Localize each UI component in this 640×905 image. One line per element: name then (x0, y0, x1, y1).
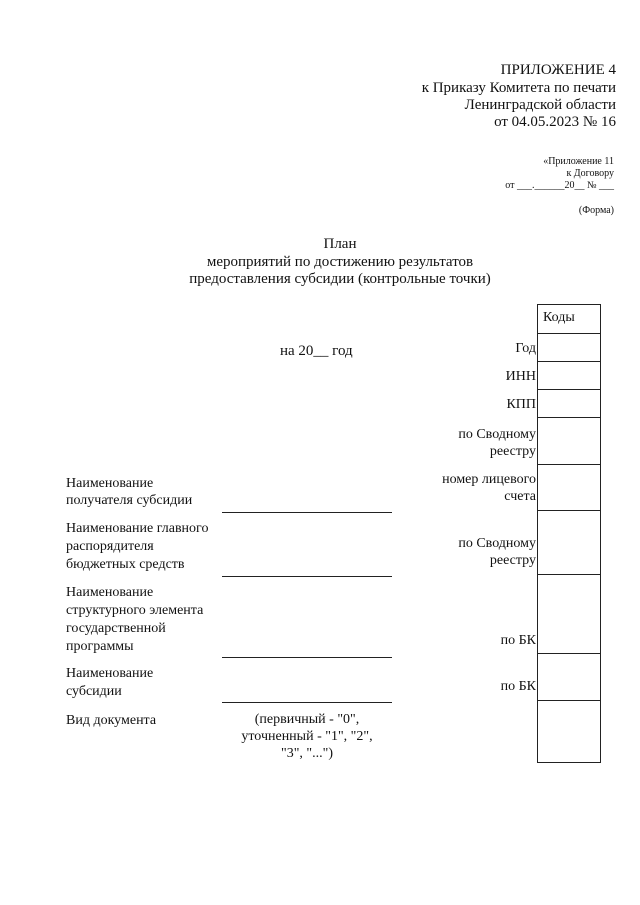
label-manager-line2: распорядителя (66, 539, 154, 554)
label-kpp: КПП (506, 397, 536, 412)
label-manager-line1: Наименование главного (66, 521, 209, 536)
codes-box (537, 304, 601, 763)
label-program-line4: программы (66, 639, 134, 654)
subsidy-input-line (222, 702, 392, 703)
codes-row-divider (537, 389, 601, 390)
recipient-input-line (222, 512, 392, 513)
codes-row-divider (537, 361, 601, 362)
doc-type-note-line3: "3", "...") (280, 746, 334, 761)
contract-ref-line3: от ___.______20__ № ___ (505, 180, 614, 191)
form-label: (Форма) (578, 205, 614, 216)
contract-ref-line1: «Приложение 11 (543, 156, 614, 167)
codes-row-divider (537, 333, 601, 334)
codes-row-divider (537, 510, 601, 511)
plan-subtitle-line2: предоставления субсидии (контрольные точки) (189, 271, 491, 287)
plan-title: План (323, 236, 357, 252)
doc-type-note-line1: (первичный - "0", (254, 712, 360, 727)
codes-row-divider (537, 417, 601, 418)
label-recipient-line2: получателя субсидии (66, 493, 193, 508)
label-account-line1: номер лицевого (442, 472, 536, 487)
label-year: Год (515, 341, 536, 356)
codes-row-divider (537, 700, 601, 701)
label-subsidy-line1: Наименование (66, 666, 154, 681)
label-program-line1: Наименование (66, 585, 154, 600)
contract-ref-line2: к Договору (566, 168, 614, 179)
program-input-line (222, 657, 392, 658)
label-registry2-line1: по Сводному (458, 536, 536, 551)
label-subsidy-line2: субсидии (66, 684, 122, 699)
plan-subtitle-line1: мероприятий по достижению результатов (206, 254, 474, 270)
order-ref-line2: Ленинградской области (464, 97, 616, 113)
label-bk1: по БК (500, 633, 536, 648)
label-inn: ИНН (505, 369, 536, 384)
appendix-title: ПРИЛОЖЕНИЕ 4 (500, 62, 616, 78)
codes-row-divider (537, 464, 601, 465)
order-ref-line1: к Приказу Комитета по печати (421, 80, 616, 96)
label-registry1-line1: по Сводному (458, 427, 536, 442)
doc-type-note-line2: уточненный - "1", "2", (241, 729, 373, 744)
codes-row-divider (537, 653, 601, 654)
codes-row-divider (537, 574, 601, 575)
label-recipient-line1: Наименование (66, 476, 154, 491)
label-program-line2: структурного элемента (66, 603, 204, 618)
label-account-line2: счета (504, 489, 536, 504)
order-ref-line3: от 04.05.2023 № 16 (494, 114, 616, 130)
label-manager-line3: бюджетных средств (66, 557, 185, 572)
label-program-line3: государственной (66, 621, 166, 636)
codes-header: Коды (543, 310, 575, 325)
label-bk2: по БК (500, 679, 536, 694)
manager-input-line (222, 576, 392, 577)
label-registry2-line2: реестру (489, 553, 536, 568)
label-doc-type: Вид документа (66, 713, 157, 728)
year-line: на 20__ год (280, 343, 353, 359)
label-registry1-line2: реестру (489, 444, 536, 459)
